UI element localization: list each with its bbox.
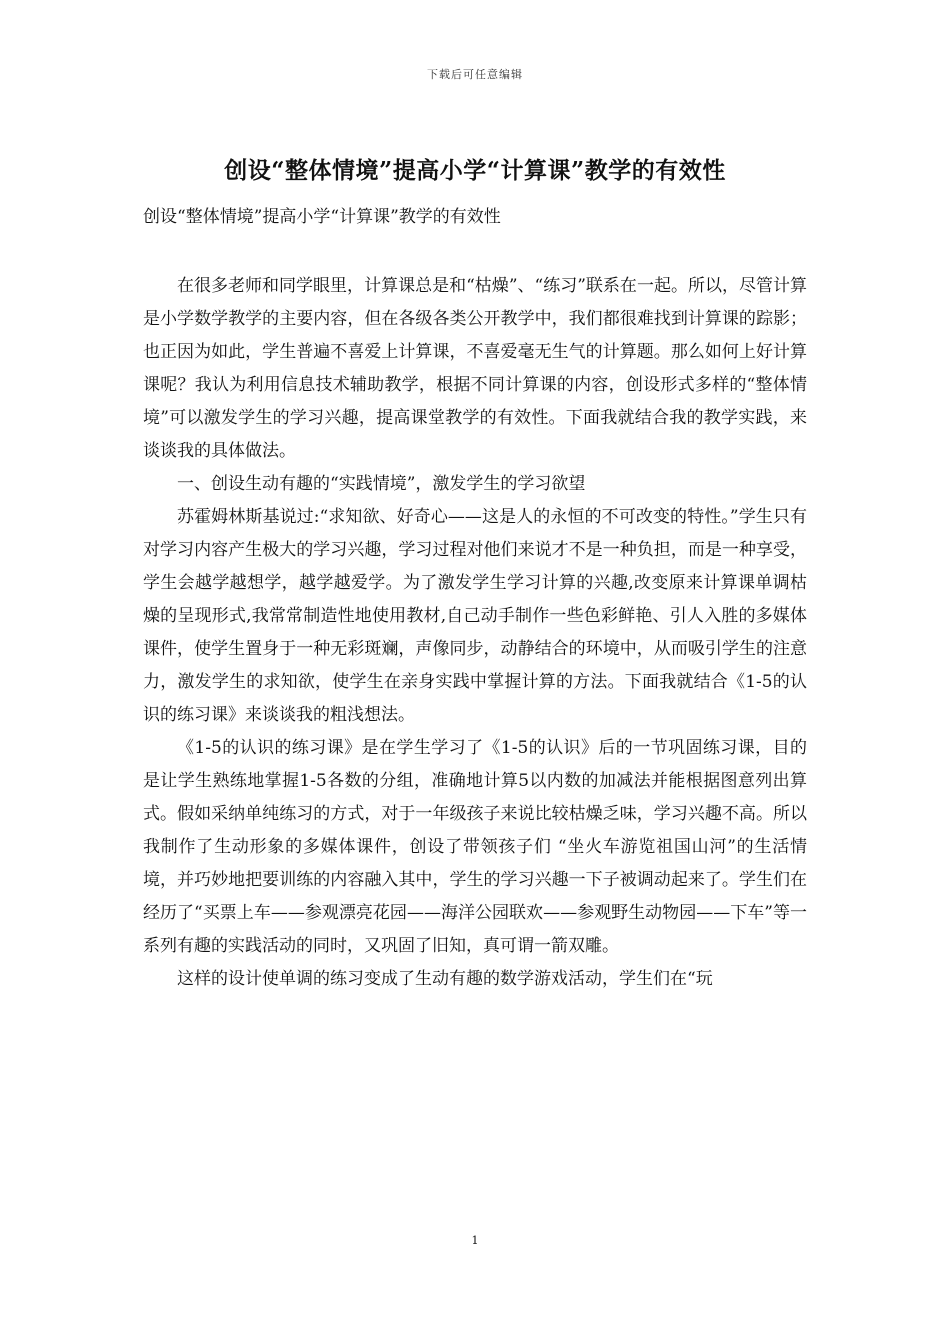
document-subtitle: 创设“整体情境”提高小学“计算课”教学的有效性 xyxy=(143,207,501,227)
paragraph-lesson: 《1-5的认识的练习课》是在学生学习了《1-5的认识》后的一节巩固练习课，目的是让学生熟练地掌握1-5各数的分组，准确地计算5以内数的加减法并能根据图意列出算式。假如采纳单纯练习的方式，对于一年级孩子来说比较枯燥乏味，学习兴趣不高。所以我制作了生动形象的多媒体课件，创设了带领孩子们 “坐火车游览祖国山河”的生活情境，并巧妙地把要训练的内容融入其中，学生的学习兴趣一下子被调动起来了。学生们在经历了“买票上车——参观漂亮花园——海洋公园联欢——参观野生动物园——下车”等一系列有趣的实践活动的同时，又巩固了旧知，真可谓一箭双雕。 xyxy=(143,738,807,956)
paragraph-quote: 苏霍姆林斯基说过:“求知欲、好奇心——这是人的永恒的不可改变的特性。”学生只有对学习内容产生极大的学习兴趣，学习过程对他们来说才不是一种负担，而是一种享受，学生会越学越想学，越学越爱学。为了激发学生学习计算的兴趣,改变原来计算课单调枯燥的呈现形式,我常常制造性地使用教材,自己动手制作一些色彩鲜艳、引人入胜的多媒体课件，使学生置身于一种无彩斑斓，声像同步，动静结合的环境中，从而吸引学生的注意力，激发学生的求知欲，使学生在亲身实践中掌握计算的方法。下面我就结合《1-5的认识的练习课》来谈谈我的粗浅想法。 xyxy=(143,507,807,725)
document-body xyxy=(143,270,807,996)
page-number: 1 xyxy=(471,1234,479,1247)
paragraph-intro: 在很多老师和同学眼里，计算课总是和“枯燥”、“练习”联系在一起。所以，尽管计算是小学数学教学的主要内容，但在各级各类公开教学中，我们都很难找到计算课的踪影；也正因为如此，学生普遍不喜爱上计算课，不喜爱毫无生气的计算题。那么如何上好计算课呢？我认为利用信息技术辅助教学，根据不同计算课的内容，创设形式多样的“整体情境”可以激发学生的学习兴趣，提高课堂教学的有效性。下面我就结合我的教学实践，来谈谈我的具体做法。 xyxy=(143,276,807,461)
section-heading-1: 一、创设生动有趣的“实践情境”，激发学生的学习欲望 xyxy=(177,474,586,494)
header-note: 下载后可任意编辑 xyxy=(427,68,523,81)
paragraph-design: 这样的设计使单调的练习变成了生动有趣的数学游戏活动，学生们在“玩 xyxy=(177,969,713,989)
document-title: 创设“整体情境”提高小学“计算课”教学的有效性 xyxy=(224,157,726,184)
